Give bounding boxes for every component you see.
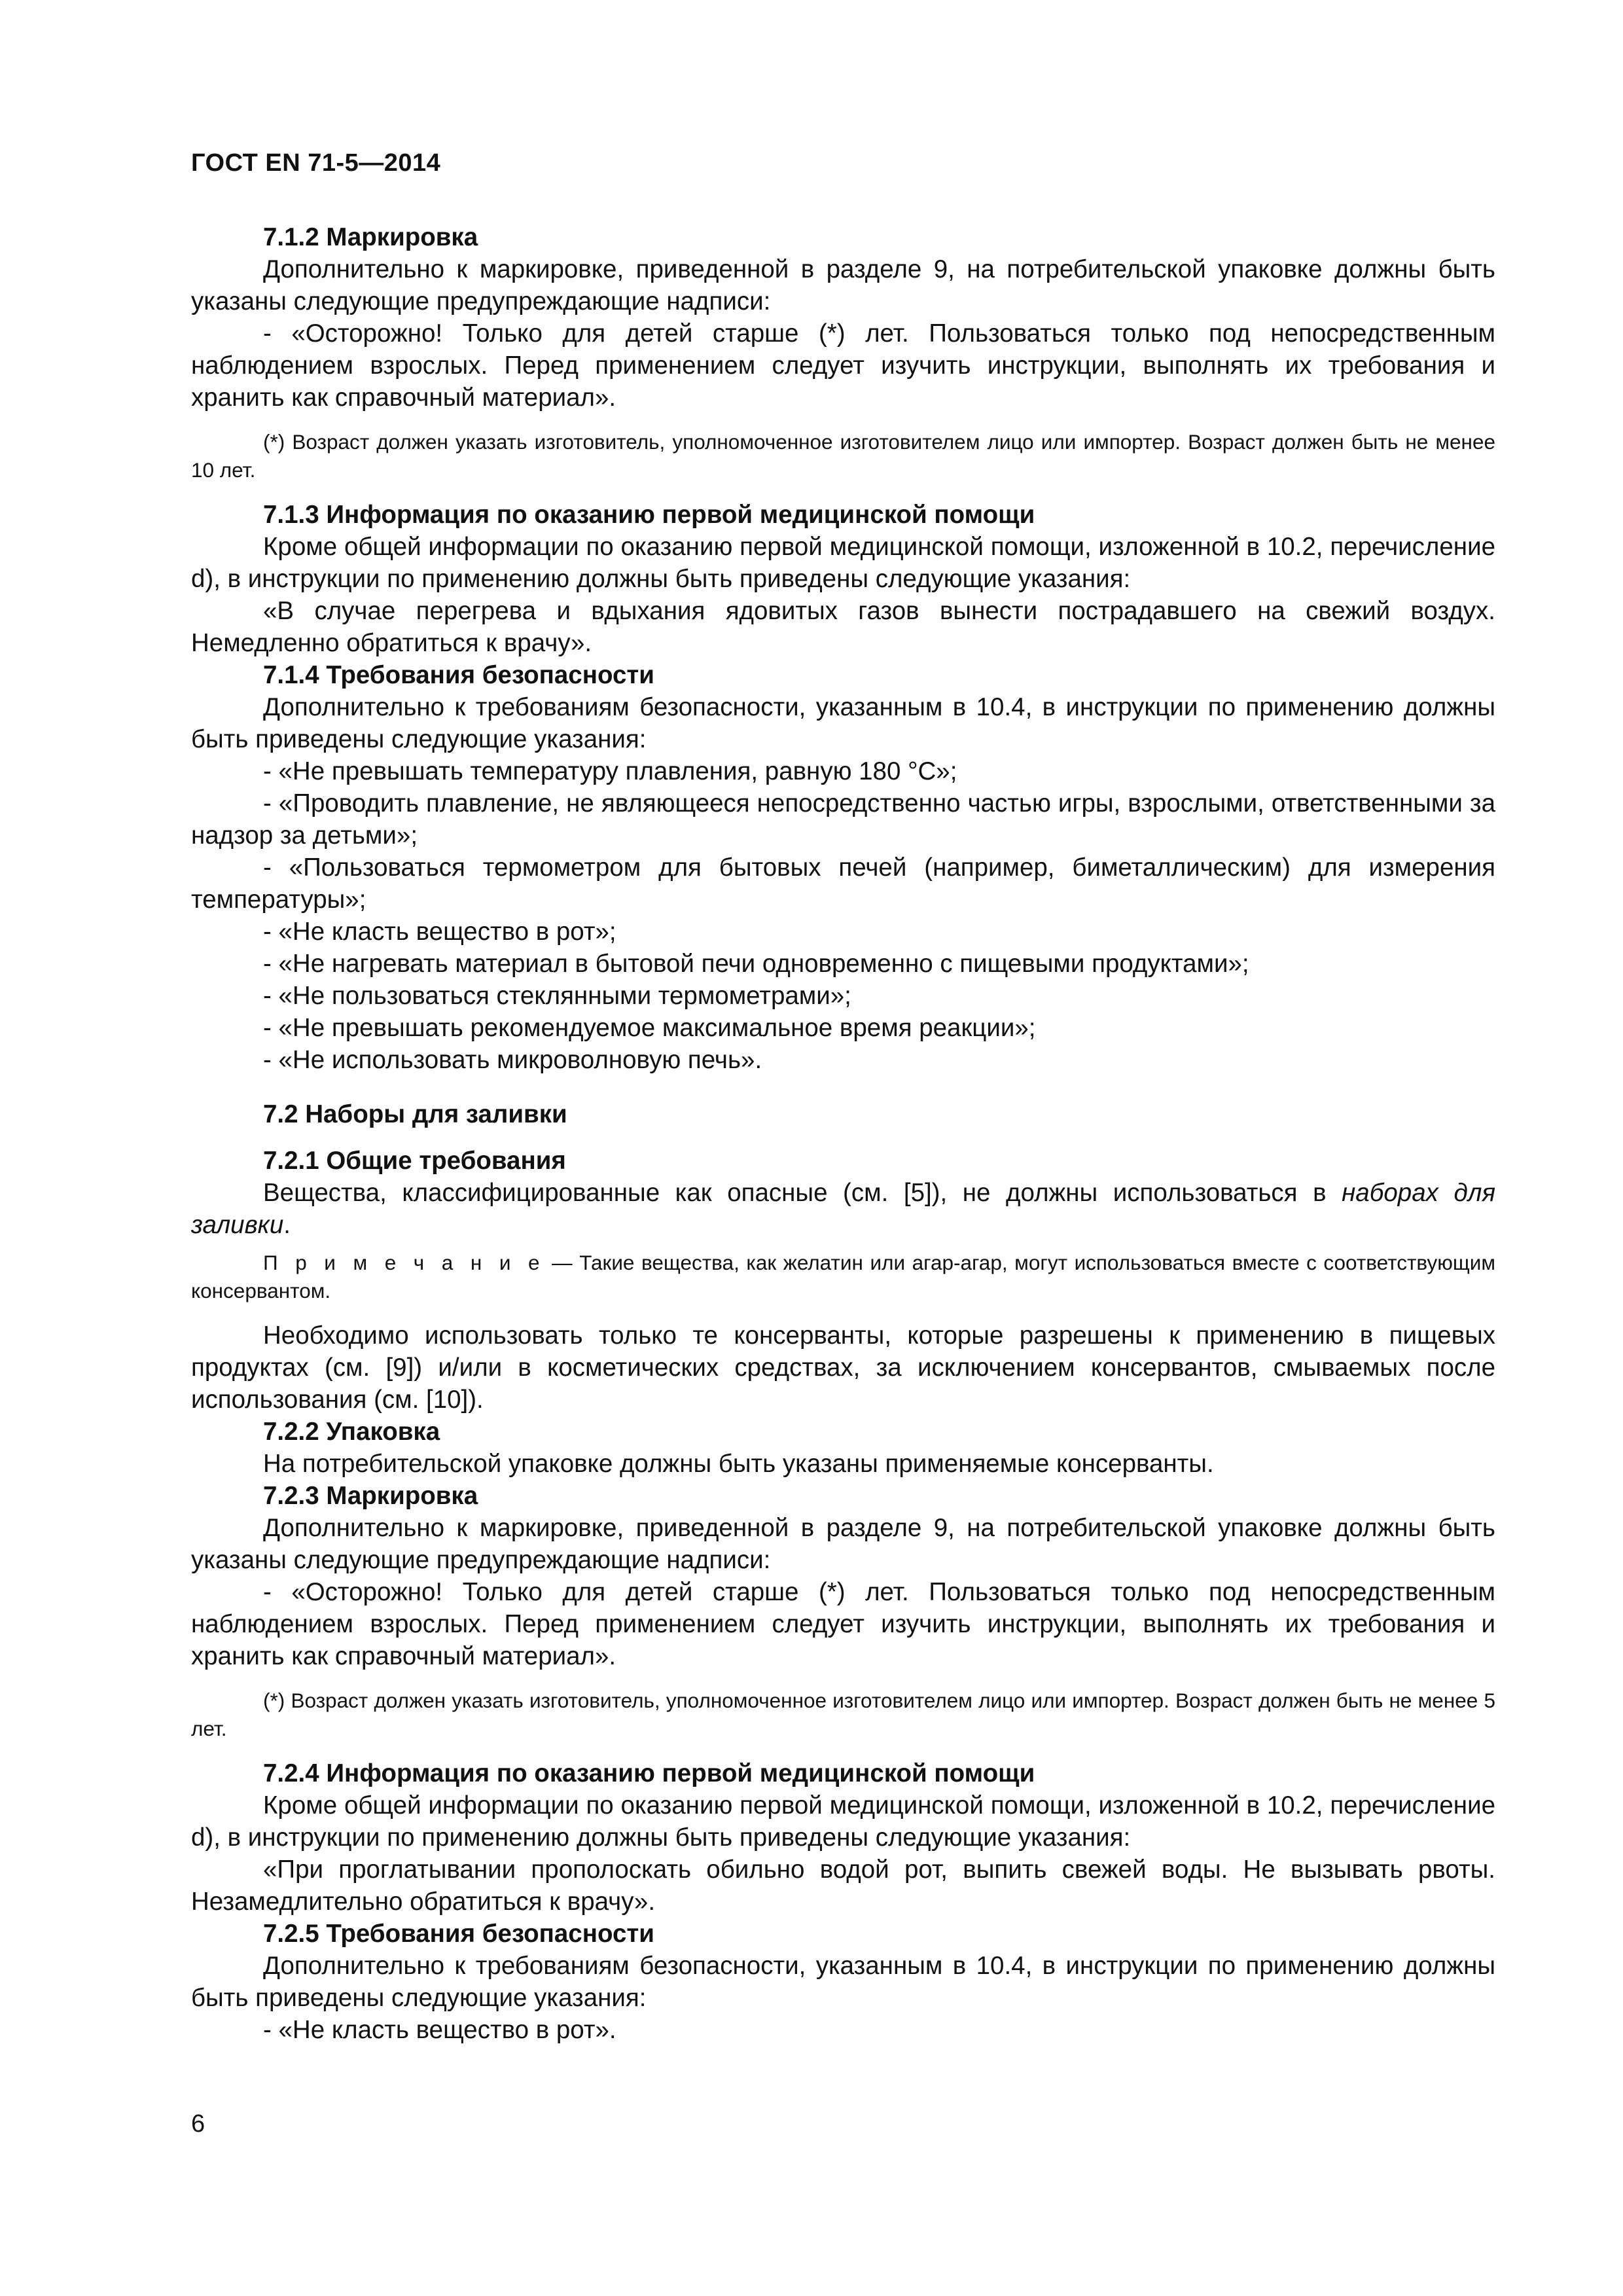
footnote: (*) Возраст должен указать изготовитель, уполномоченное изготовителем лицо или импортер. Возраст должен быть не менее 5 лет. bbox=[191, 1689, 1495, 1740]
italic-term: наборах для заливки bbox=[191, 1179, 1496, 1239]
paragraph: На потребительской упаковке должны быть указаны применяемые консерванты. bbox=[263, 1450, 1214, 1478]
footnote: (*) Возраст должен указать изготовитель, уполномоченное изготовителем лицо или импортер. Возраст должен быть не менее 10 лет. bbox=[191, 430, 1495, 482]
document-header: ГОСТ EN 71-5—2014 bbox=[191, 149, 441, 177]
section-heading-7-1-4: 7.1.4 Требования безопасности bbox=[263, 661, 654, 689]
page-number: 6 bbox=[191, 2110, 205, 2138]
paragraph: Дополнительно к маркировке, приведенной в разделе 9, на потребительской упаковке должны быть указаны следующие предупреждающие надписи: bbox=[191, 1514, 1495, 1574]
note-text: — Такие вещества, как желатин или агар-агар, могут использоваться вместе с соответствующим консервантом. bbox=[191, 1251, 1495, 1302]
section-heading-7-2: 7.2 Наборы для заливки bbox=[263, 1100, 567, 1128]
paragraph: Кроме общей информации по оказанию первой медицинской помощи, изложенной в 10.2, перечисление d), в инструкции по применению должны быть приведены следующие указания: bbox=[191, 1791, 1495, 1852]
section-heading-7-2-1: 7.2.1 Общие требования bbox=[263, 1147, 566, 1175]
list-item: - «Не пользоваться стеклянными термометрами»; bbox=[263, 982, 851, 1010]
paragraph: Дополнительно к маркировке, приведенной в разделе 9, на потребительской упаковке должны быть указаны следующие предупреждающие надписи: bbox=[191, 255, 1495, 315]
note-label: П р и м е ч а н и е bbox=[263, 1251, 545, 1274]
quote-text: «В случае перегрева и вдыхания ядовитых газов вынести пострадавшего на свежий воздух. Немедленно обратиться к врачу». bbox=[191, 597, 1495, 657]
quote-text: «При проглатывании прополоскать обильно водой рот, выпить свежей воды. Не вызывать рвоты. Незамедлительно обратиться к врачу». bbox=[191, 1856, 1495, 1916]
section-heading-7-1-3: 7.1.3 Информация по оказанию первой медицинской помощи bbox=[263, 501, 1035, 529]
paragraph-end: . bbox=[283, 1211, 291, 1239]
paragraph: Дополнительно к требованиям безопасности, указанным в 10.4, в инструкции по применению должны быть приведены следующие указания: bbox=[191, 1952, 1495, 2012]
section-heading-7-2-3: 7.2.3 Маркировка bbox=[263, 1482, 478, 1510]
list-item: - «Пользоваться термометром для бытовых печей (например, биметаллическим) для измерения температуры»; bbox=[191, 853, 1495, 914]
list-item: - «Не превышать рекомендуемое максимальное время реакции»; bbox=[263, 1014, 1036, 1042]
paragraph bbox=[191, 1177, 1495, 1241]
warning-text: - «Осторожно! Только для детей старше (*) лет. Пользоваться только под непосредственным наблюдением взрослых. Перед применением следует изучить инструкции, выполнять их требования и хранить как справочный материал». bbox=[191, 1578, 1495, 1670]
document-body bbox=[191, 221, 1495, 2046]
list-item: - «Не нагревать материал в бытовой печи одновременно с пищевыми продуктами»; bbox=[263, 950, 1249, 978]
list-item: - «Не превышать температуру плавления, равную 180 °С»; bbox=[263, 757, 957, 785]
list-item: - «Не использовать микроволновую печь». bbox=[263, 1046, 762, 1074]
paragraph: Кроме общей информации по оказанию первой медицинской помощи, изложенной в 10.2, перечисление d), в инструкции по применению должны быть приведены следующие указания: bbox=[191, 533, 1495, 593]
section-heading-7-2-5: 7.2.5 Требования безопасности bbox=[263, 1920, 654, 1948]
paragraph-text: Вещества, классифицированные как опасные (см. [5]), не должны использоваться в bbox=[263, 1179, 1342, 1207]
note bbox=[191, 1249, 1495, 1305]
section-heading-7-2-4: 7.2.4 Информация по оказанию первой медицинской помощи bbox=[263, 1759, 1035, 1787]
list-item: - «Не класть вещество в рот»; bbox=[263, 918, 616, 946]
warning-text: - «Осторожно! Только для детей старше (*) лет. Пользоваться только под непосредственным наблюдением взрослых. Перед применением следует изучить инструкции, выполнять их требования и хранить как справочный материал». bbox=[191, 319, 1495, 412]
paragraph: Дополнительно к требованиям безопасности, указанным в 10.4, в инструкции по применению должны быть приведены следующие указания: bbox=[191, 693, 1495, 753]
list-item: - «Проводить плавление, не являющееся непосредственно частью игры, взрослыми, ответственными за надзор за детьми»; bbox=[191, 789, 1495, 850]
paragraph: Необходимо использовать только те консерванты, которые разрешены к применению в пищевых продуктах (см. [9]) и/или в косметических средствах, за исключением консервантов, смываемых после использования (см. [10]). bbox=[191, 1321, 1495, 1414]
list-item: - «Не класть вещество в рот». bbox=[263, 2016, 616, 2044]
section-heading-7-2-2: 7.2.2 Упаковка bbox=[263, 1418, 440, 1446]
section-heading-7-1-2: 7.1.2 Маркировка bbox=[263, 223, 478, 251]
